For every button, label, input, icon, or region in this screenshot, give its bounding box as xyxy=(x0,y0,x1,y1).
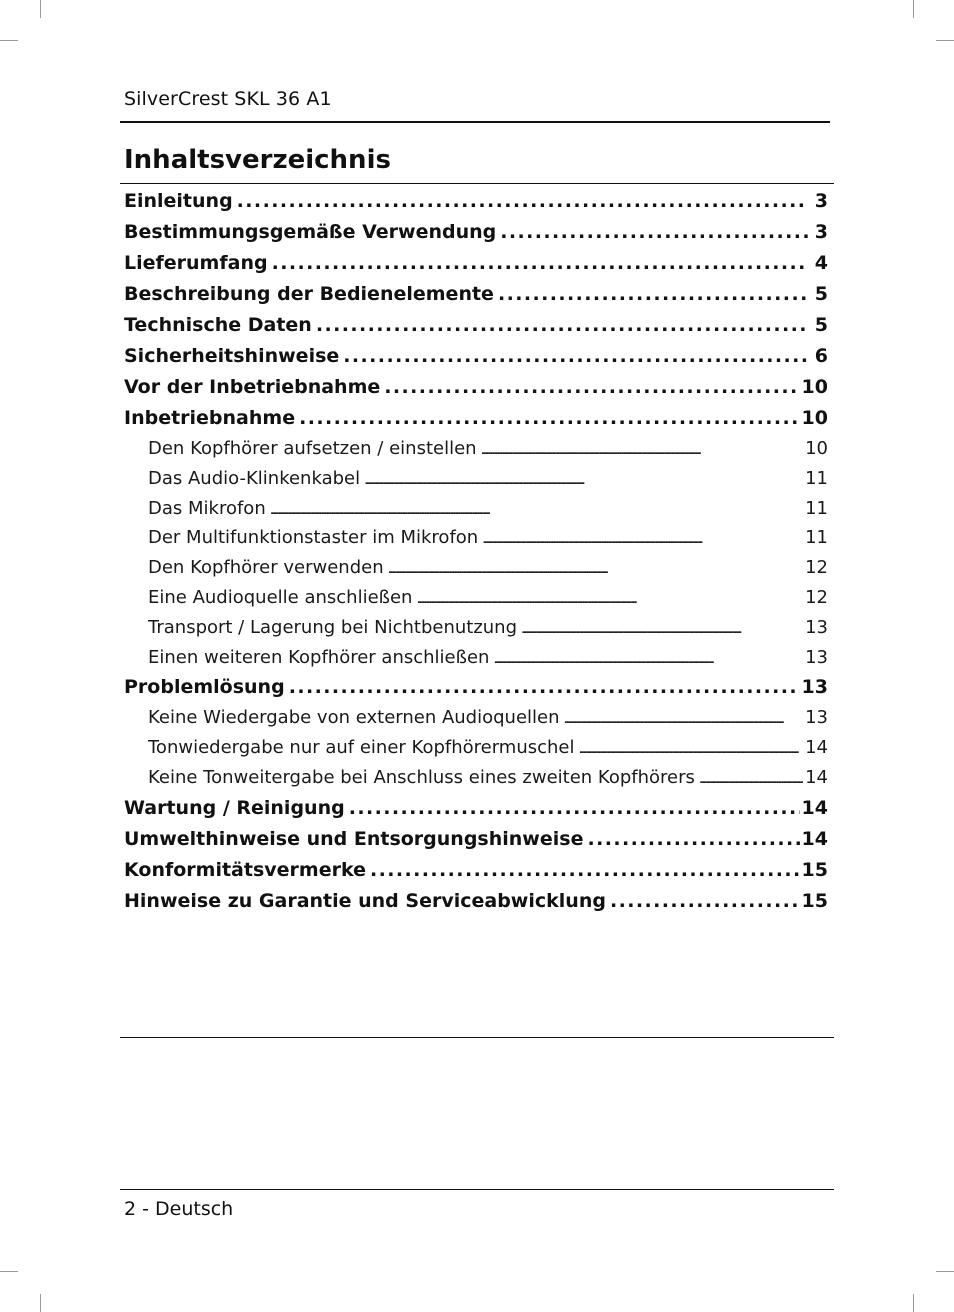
toc-entry-label: Einleitung xyxy=(124,190,233,212)
toc-dot-leader xyxy=(343,341,808,372)
toc-subentry[interactable] xyxy=(124,523,828,553)
toc-entry-page: 10 xyxy=(801,376,828,398)
toc-entry[interactable] xyxy=(124,217,828,248)
toc-entry[interactable] xyxy=(124,855,828,886)
toc-entry-label: Eine Audioquelle anschließen xyxy=(148,586,413,608)
toc-dot-leader xyxy=(416,583,803,613)
toc-subentry[interactable] xyxy=(124,733,828,763)
toc-entry[interactable] xyxy=(124,186,828,217)
toc-subentry[interactable] xyxy=(124,553,828,583)
toc-dot-leader xyxy=(316,310,808,341)
table-of-contents xyxy=(124,186,828,917)
toc-entry-label: Vor der Inbetriebnahme xyxy=(124,376,381,398)
toc-entry-page: 10 xyxy=(805,438,828,459)
toc-entry-label: Das Audio-Klinkenkabel xyxy=(148,467,361,489)
toc-dot-leader xyxy=(482,523,803,553)
toc-dot-leader xyxy=(388,553,803,583)
toc-dot-leader xyxy=(699,763,803,793)
toc-entry-page: 14 xyxy=(805,737,828,759)
crop-mark xyxy=(913,0,914,18)
toc-entry-page: 12 xyxy=(805,586,828,608)
toc-entry-label: Keine Tonweitergabe bei Anschluss eines zweiten Kopfhörers xyxy=(148,766,695,788)
toc-dot-leader xyxy=(579,733,804,763)
toc-entry-page: 4 xyxy=(814,252,828,274)
toc-entry-label: Umwelthinweise und Entsorgungshinweise xyxy=(124,827,584,850)
toc-entry[interactable] xyxy=(124,672,828,703)
toc-entry-label: Sicherheitshinweise xyxy=(124,345,340,367)
toc-entry-page: 14 xyxy=(805,766,828,788)
toc-dot-leader xyxy=(364,464,803,494)
crop-mark xyxy=(40,0,41,18)
toc-entry-label: Beschreibung der Bedienelemente xyxy=(124,283,494,305)
crop-mark xyxy=(40,1294,41,1312)
toc-entry-page: 5 xyxy=(814,283,828,305)
toc-entry-page: 13 xyxy=(805,646,828,668)
toc-entry-page: 13 xyxy=(805,707,828,729)
toc-subentry[interactable] xyxy=(124,464,828,494)
toc-heading-rule xyxy=(120,183,834,184)
toc-entry-label: Den Kopfhörer verwenden xyxy=(148,557,384,579)
toc-entry[interactable] xyxy=(124,341,828,372)
toc-entry-label: Keine Wiedergabe von externen Audioquellen xyxy=(148,707,560,729)
crop-mark xyxy=(0,1271,18,1272)
toc-entry-label: Der Multifunktionstaster im Mikrofon xyxy=(148,527,479,549)
content-end-rule xyxy=(120,1037,834,1038)
toc-subentry[interactable] xyxy=(124,434,828,464)
toc-entry-page: 11 xyxy=(805,527,828,549)
crop-mark xyxy=(913,1294,914,1312)
toc-entry-page: 15 xyxy=(801,889,828,912)
page-number: 2 - Deutsch xyxy=(124,1198,234,1220)
toc-entry-page: 12 xyxy=(805,557,828,579)
toc-dot-leader xyxy=(521,613,803,643)
running-header: SilverCrest SKL 36 A1 xyxy=(124,88,332,110)
toc-entry-page: 13 xyxy=(805,616,828,638)
toc-subentry[interactable] xyxy=(124,763,828,793)
crop-mark xyxy=(936,1271,954,1272)
toc-dot-leader xyxy=(272,248,808,279)
footer-rule xyxy=(120,1189,834,1190)
toc-dot-leader xyxy=(587,824,799,855)
toc-dot-leader xyxy=(289,672,800,703)
toc-entry[interactable] xyxy=(124,279,828,310)
toc-entry-label: Technische Daten xyxy=(124,314,312,336)
toc-entry-page: 11 xyxy=(805,467,828,489)
toc-dot-leader xyxy=(270,494,803,524)
toc-subentry[interactable] xyxy=(124,643,828,673)
toc-entry-page: 6 xyxy=(814,345,828,367)
toc-subentry[interactable] xyxy=(124,613,828,643)
toc-entry-label: Lieferumfang xyxy=(124,252,268,274)
crop-mark xyxy=(0,40,18,41)
toc-dot-leader xyxy=(299,403,799,434)
toc-dot-leader xyxy=(500,217,808,248)
crop-mark xyxy=(936,40,954,41)
toc-dot-leader xyxy=(370,855,800,886)
toc-subentry[interactable] xyxy=(124,583,828,613)
toc-dot-leader xyxy=(237,186,808,217)
toc-dot-leader xyxy=(498,279,808,310)
toc-entry-page: 11 xyxy=(805,497,828,519)
toc-subentry[interactable] xyxy=(124,703,828,733)
toc-entry-label: Hinweise zu Garantie und Serviceabwicklung xyxy=(124,889,606,912)
toc-entry-page: 3 xyxy=(814,221,828,243)
toc-entry-page: 14 xyxy=(801,796,828,819)
toc-dot-leader xyxy=(610,886,800,917)
toc-entry-page: 14 xyxy=(801,827,828,850)
toc-entry-label: Konformitätsvermerke xyxy=(124,858,366,881)
toc-entry-page: 10 xyxy=(801,407,828,429)
toc-entry-label: Einen weiteren Kopfhörer anschließen xyxy=(148,646,490,668)
toc-entry-label: Das Mikrofon xyxy=(148,497,266,519)
toc-subentry[interactable] xyxy=(124,494,828,524)
toc-entry[interactable] xyxy=(124,886,828,917)
toc-entry[interactable] xyxy=(124,310,828,341)
toc-entry-label: Inbetriebnahme xyxy=(124,407,296,429)
toc-entry-page: 3 xyxy=(814,190,828,212)
toc-entry[interactable] xyxy=(124,824,828,855)
toc-entry-label: Problemlösung xyxy=(124,676,285,699)
toc-entry-label: Wartung / Reinigung xyxy=(124,796,345,819)
toc-entry-page: 5 xyxy=(814,314,828,336)
toc-dot-leader xyxy=(481,434,804,464)
toc-entry-label: Bestimmungsgemäße Verwendung xyxy=(124,221,497,243)
header-rule xyxy=(120,121,830,123)
toc-entry-page: 15 xyxy=(801,858,828,881)
toc-entry[interactable] xyxy=(124,403,828,434)
toc-dot-leader xyxy=(564,703,804,733)
toc-heading: Inhaltsverzeichnis xyxy=(124,145,391,175)
toc-entry[interactable] xyxy=(124,793,828,824)
toc-entry[interactable] xyxy=(124,372,828,403)
toc-entry-page: 13 xyxy=(801,676,828,699)
toc-dot-leader xyxy=(349,793,800,824)
toc-entry-label: Tonwiedergabe nur auf einer Kopfhörermuschel xyxy=(148,737,575,759)
toc-entry-label: Transport / Lagerung bei Nichtbenutzung xyxy=(148,616,518,638)
toc-entry-label: Den Kopfhörer aufsetzen / einstellen xyxy=(148,438,477,459)
toc-dot-leader xyxy=(384,372,799,403)
toc-entry[interactable] xyxy=(124,248,828,279)
toc-dot-leader xyxy=(493,643,803,673)
